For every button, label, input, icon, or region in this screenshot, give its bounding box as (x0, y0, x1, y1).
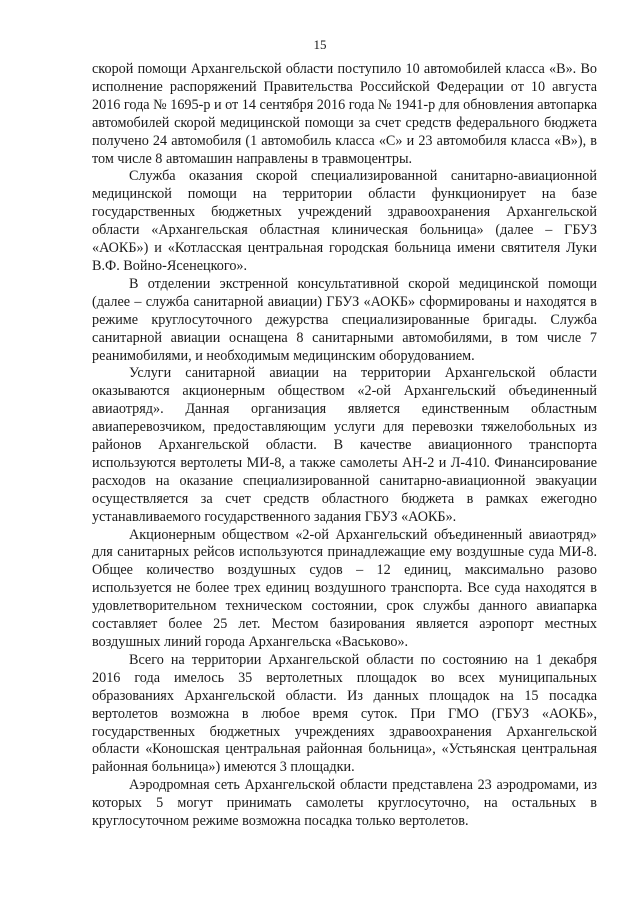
paragraph-continuation: скорой помощи Архангельской области поступило 10 автомобилей класса «В». Во исполнение распоряжений Правительства Российской Федерации от 10 августа 2016 года № 1695-р и от 14 сентября 2016 года № 1941-р для обновления автопарка автомобилей скорой медицинской помощи за счет средств федерального бюджета получено 24 автомобиля (1 автомобиль класса «С» и 23 автомобиля класса «В»), в том числе 8 автомашин направлены в травмоцентры. (92, 61, 597, 167)
paragraph: В отделении экстренной консультативной скорой медицинской помощи (далее – служба санитарной авиации) ГБУЗ «АОКБ» сформированы и находятся в режиме круглосуточного дежурства специализированные бригады. Служба санитарной авиации оснащена 8 санитарными автомобилями, в том числе 7 реанимобилями, и необходимым медицинским оборудованием. (92, 275, 597, 364)
paragraph: Услуги санитарной авиации на территории Архангельской области оказываются акционерным обществом «2-ой Архангельский объединенный авиаотряд». Данная организация является единственным областным авиаперевозчиком, предоставляющим услуги для перевозки тяжелобольных из районов Архангельской области. В качестве авиационного транспорта используются вертолеты МИ-8, а также самолеты АН-2 и Л-410. Финансирование расходов на оказание специализированной санитарно-авиационной эвакуации осуществляется за счет средств областного бюджета в рамках ежегодно устанавливаемого государственного задания ГБУЗ «АОКБ». (92, 365, 597, 525)
page-number: 15 (313, 37, 327, 52)
paragraph: Акционерным обществом «2-ой Архангельский объединенный авиаотряд» для санитарных рейсов используются принадлежащие ему воздушные суда МИ-8. Общее количество воздушных судов – 12 единиц, максимально разово используется не более трех единиц воздушного транспорта. Все суда находятся в удовлетворительном техническом состоянии, срок службы данного авиапарка составляет более 25 лет. Местом базирования является аэропорт местных воздушных линий города Архангельска «Васьково». (92, 526, 597, 650)
paragraph: Аэродромная сеть Архангельской области представлена 23 аэродромами, из которых 5 могут принимать самолеты круглосуточно, на остальных в круглосуточном режиме возможна посадка только вертолетов. (92, 777, 597, 830)
paragraph: Служба оказания скорой специализированной санитарно-авиационной медицинской помощи на территории области функционирует на базе государственных бюджетных учреждений здравоохранения Архангельской области «Архангельская областная клиническая больница» (далее – ГБУЗ «АОКБ») и «Котласская центральная городская больница имени святителя Луки В.Ф. Войно-Ясенецкого». (92, 168, 597, 274)
document-body (92, 61, 597, 831)
paragraph: Всего на территории Архангельской области по состоянию на 1 декабря 2016 года имелось 35 вертолетных площадок во всех муниципальных образованиях Архангельской области. Из данных площадок на 15 посадка вертолетов возможна в любое время суток. При ГМО (ГБУЗ «АОКБ», государственных бюджетных учреждениях здравоохранения Архангельской области «Коношская центральная районная больница», «Устьянская центральная районная больница») имеются 3 площадки. (92, 651, 597, 776)
